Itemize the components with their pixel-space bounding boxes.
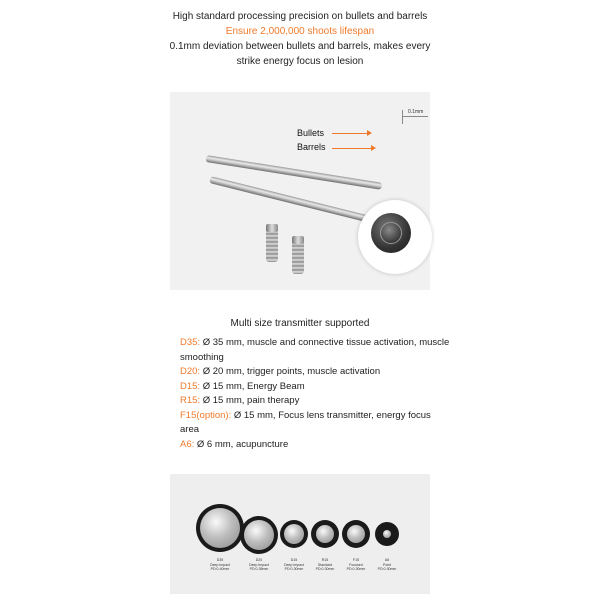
caption-type: Deep Impact (284, 562, 304, 567)
dimension-tick (402, 110, 403, 124)
spec-a6 (180, 438, 450, 453)
spec-text: Ø 15 mm, Focus lens transmitter, energy focus area (180, 409, 431, 435)
transmitter-face (244, 520, 274, 550)
transmitter-face (383, 530, 391, 538)
caption-pd: PD:0-40mm (210, 567, 230, 571)
transmitter-d35 (196, 504, 244, 552)
caption-pd: PD:0-30mm (377, 567, 397, 571)
bullet-end (380, 222, 402, 244)
zoom-detail-circle (358, 200, 432, 274)
intro-line-1: High standard processing precision on bullets and barrels (172, 11, 428, 22)
bullets-barrels-photo (170, 92, 430, 290)
spec-text: Ø 15 mm, pain therapy (200, 395, 300, 406)
caption-name: A6 (384, 558, 390, 562)
caption-name: R15 (321, 558, 329, 562)
bullets-label: Bullets (297, 128, 325, 138)
caption-pd: PD:0-35mm (249, 567, 269, 571)
caption-pd: PD:0-30mm (284, 567, 304, 571)
transmitters-title: Multi size transmitter supported (230, 318, 370, 329)
caption-type: Deep Impact (210, 562, 230, 567)
spec-text: Ø 20 mm, trigger points, muscle activation (200, 366, 381, 377)
spec-code: R15: (180, 395, 201, 406)
spec-code: D35: (180, 337, 201, 348)
caption-type: Focused (349, 562, 363, 567)
bullet-spring-right (292, 240, 304, 274)
spec-f15 (180, 409, 450, 438)
transmitter-f15 (342, 520, 370, 548)
transmitter-face (200, 508, 240, 548)
dimension-line (402, 116, 428, 117)
intro-line-3: 0.1mm deviation between bullets and barrels, makes every (169, 41, 431, 52)
dimension-label: 0.1mm (408, 109, 424, 115)
spec-d20 (180, 365, 450, 380)
transmitter-face (347, 525, 365, 543)
spec-d35 (180, 336, 450, 365)
spec-code: D15: (180, 380, 201, 392)
spec-text: Ø 15 mm, Energy Beam (200, 380, 305, 392)
transmitter-d20 (240, 516, 278, 554)
transmitter-face (316, 525, 334, 543)
caption-type: Point (383, 562, 391, 567)
barrels-arrow (332, 148, 372, 149)
transmitter-d15 (280, 520, 308, 548)
barrels-label: Barrels (297, 142, 326, 152)
transmitter-r15 (311, 520, 339, 548)
caption-name: F15 (352, 558, 360, 562)
caption-name: D35 (216, 558, 224, 562)
spec-text: Ø 35 mm, muscle and connective tissue activation, muscle smoothing (180, 337, 450, 363)
caption-name: D20 (255, 558, 263, 562)
barrels-arrowhead (371, 145, 376, 151)
spec-code: D20: (180, 366, 201, 377)
bullets-arrowhead (367, 130, 372, 136)
caption-type: Standard (317, 562, 333, 567)
spec-code: F15(option): (180, 409, 232, 421)
bullet-cap-right (292, 236, 304, 244)
bullets-arrow (332, 133, 368, 134)
intro-text (0, 9, 600, 69)
caption-a6 (364, 558, 410, 572)
intro-line-4: strike energy focus on lesion (236, 56, 364, 67)
transmitters-photo (170, 474, 430, 594)
transmitter-face (284, 524, 304, 544)
caption-pd: PD:0-30mm (315, 567, 335, 571)
bullet-spring-left (266, 228, 278, 262)
spec-r15 (180, 394, 450, 409)
caption-name: D15 (290, 558, 298, 562)
caption-type: Deep Impact (249, 562, 269, 567)
spec-code: A6: (180, 438, 195, 450)
bullet-cap-left (266, 224, 278, 232)
transmitter-spec-list (180, 336, 450, 452)
spec-d15 (180, 380, 450, 395)
intro-lifespan: Ensure 2,000,000 shoots lifespan (225, 26, 375, 37)
caption-pd: PD:0-30mm (346, 567, 366, 571)
transmitter-a6 (375, 522, 399, 546)
spec-text: Ø 6 mm, acupuncture (194, 438, 289, 450)
